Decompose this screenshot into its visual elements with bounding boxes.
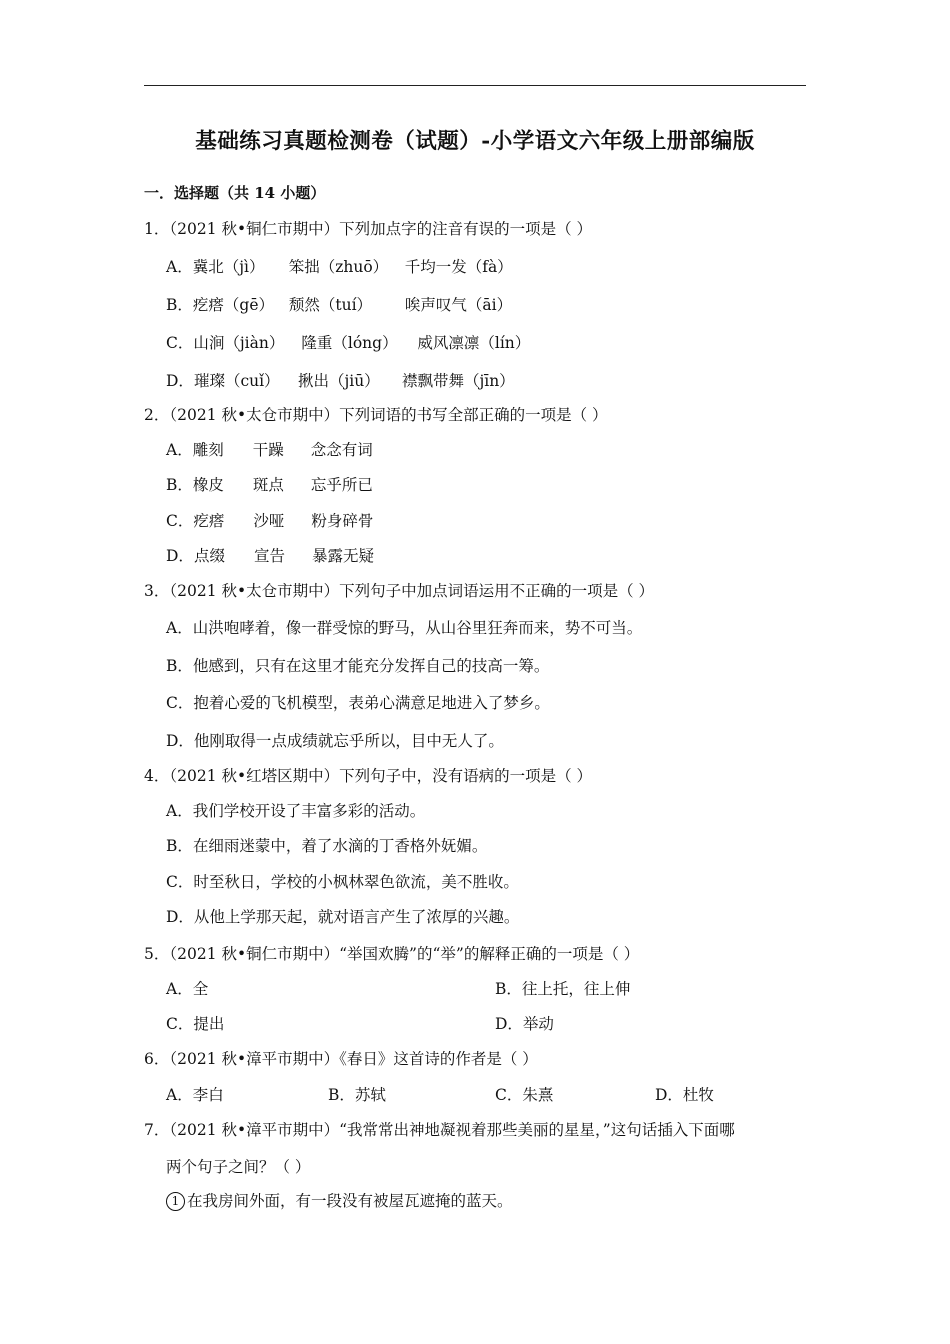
q5-option-a[interactable]: A．全 [166,980,209,998]
section-heading: 一．选择题（共 14 小题） [144,184,326,202]
option-label: D． [166,547,194,565]
option-label: A． [166,441,193,459]
q5-option-c[interactable]: C．提出 [166,1015,225,1033]
option-word-3: 威风凛凛（lín） [417,334,531,352]
option-word-2: 沙哑 [253,512,285,530]
option-word-3: 念念有词 [310,441,373,459]
option-word-2: 隆重（lóng） [301,334,398,352]
q2-option-a[interactable] [166,438,373,460]
q3-option-c[interactable]: C．抱着心爱的飞机模型，表弟心满意足地进入了梦乡。 [166,694,550,712]
q4-option-b[interactable]: B．在细雨迷蒙中，着了水滴的丁香格外妩媚。 [166,837,488,855]
q6-option-d[interactable]: D．杜牧 [655,1086,714,1104]
q6-option-a[interactable]: A．李白 [166,1086,224,1104]
option-label: A． [166,258,193,276]
q5-option-b[interactable]: B．往上托，往上伸 [495,980,631,998]
q4-option-d[interactable]: D．从他上学那天起，就对语言产生了浓厚的兴趣。 [166,908,520,926]
q2-option-d[interactable] [166,544,374,566]
option-word-2: 斑点 [252,476,284,494]
option-word-2: 干躁 [252,441,284,459]
q1-option-a[interactable] [166,255,513,277]
question-7-stem-continued: 两个句子之间？（ ） [166,1158,311,1176]
option-word-3: 粉身碎骨 [311,512,374,530]
circled-number-1: 1 [166,1192,185,1211]
option-word-3: 千均一发（fà） [404,258,513,276]
option-label: B． [166,296,193,314]
q2-option-c[interactable] [166,509,373,531]
page-title: 基础练习真题检测卷（试题）-小学语文六年级上册部编版 [195,129,755,154]
option-word-1: 冀北（jì） [192,258,265,276]
q2-option-b[interactable] [166,473,373,495]
option-word-2: 揪出（jiū） [297,372,380,390]
question-2-stem: 2．（2021 秋•太仓市期中）下列词语的书写全部正确的一项是（ ） [144,406,608,424]
option-word-2: 笨拙（zhuō） [288,258,389,276]
option-label: D． [166,372,194,390]
option-word-3: 襟飘带舞（jīn） [401,372,515,390]
option-label: C． [166,334,194,352]
q6-option-b[interactable]: B．苏轼 [328,1086,386,1104]
q6-option-c[interactable]: C．朱熹 [495,1086,554,1104]
q3-option-a[interactable]: A．山洪咆哮着，像一群受惊的野马，从山谷里狂奔而来，势不可当。 [166,619,643,637]
option-word-1: 雕刻 [192,441,224,459]
q3-option-d[interactable]: D．他刚取得一点成绩就忘乎所以，目中无人了。 [166,732,504,750]
q4-option-a[interactable]: A．我们学校开设了丰富多彩的活动。 [166,802,426,820]
q7-sentence-1 [166,1189,513,1211]
option-word-1: 疙瘩（gē） [192,296,274,314]
question-3-stem: 3．（2021 秋•太仓市期中）下列句子中加点词语运用不正确的一项是（ ） [144,582,655,600]
option-label: C． [166,512,194,530]
option-word-1: 璀璨（cuǐ） [193,372,280,390]
option-word-1: 山涧（jiàn） [193,334,285,352]
question-7-stem: 7．（2021 秋•漳平市期中）“我常常出神地凝视着那些美丽的星星，”这句话插入下面哪 [144,1121,735,1139]
option-word-1: 点缀 [193,547,225,565]
q1-option-c[interactable] [166,331,530,353]
option-word-1: 橡皮 [192,476,224,494]
question-6-stem: 6．（2021 秋•漳平市期中）《春日》这首诗的作者是（ ） [144,1050,538,1068]
question-5-stem: 5．（2021 秋•铜仁市期中）“举国欢腾”的“举”的解释正确的一项是（ ） [144,945,640,963]
question-4-stem: 4．（2021 秋•红塔区期中）下列句子中，没有语病的一项是（ ） [144,767,593,785]
option-label: B． [166,476,193,494]
option-word-1: 疙瘩 [193,512,225,530]
option-word-3: 暴露无疑 [311,547,374,565]
q5-option-d[interactable]: D．举动 [495,1015,554,1033]
option-word-2: 宣告 [253,547,285,565]
option-word-3: 忘乎所已 [310,476,373,494]
question-1-stem: 1．（2021 秋•铜仁市期中）下列加点字的注音有误的一项是（ ） [144,220,593,238]
header-rule [144,85,806,86]
option-word-2: 颓然（tuí） [288,296,373,314]
sentence-text: 在我房间外面，有一段没有被屋瓦遮掩的蓝天。 [187,1192,513,1210]
option-word-3: 唉声叹气（āi） [404,296,513,314]
q1-option-b[interactable] [166,293,512,315]
q4-option-c[interactable]: C．时至秋日，学校的小枫林翠色欲流，美不胜收。 [166,873,519,891]
q3-option-b[interactable]: B．他感到，只有在这里才能充分发挥自己的技高一筹。 [166,657,550,675]
q1-option-d[interactable] [166,369,515,391]
